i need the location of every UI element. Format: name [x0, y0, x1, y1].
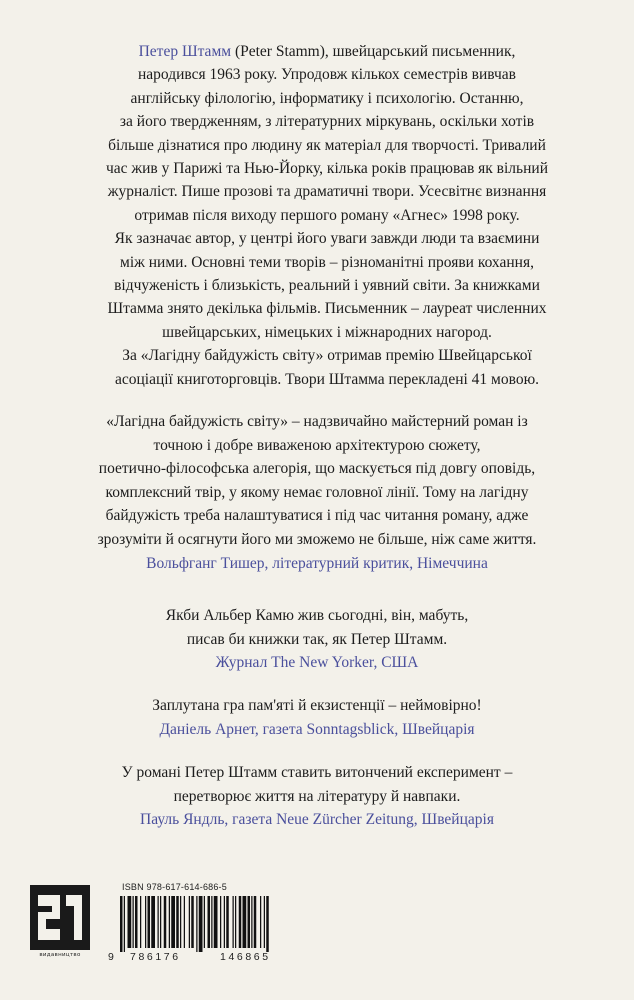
- barcode-bar: [248, 896, 251, 948]
- bio-line: англійську філологію, інформатику і психологію. Останню,: [130, 89, 524, 107]
- isbn-label: ISBN 978-617-614-686-5: [122, 882, 227, 892]
- barcode-bar: [151, 896, 155, 948]
- quote-line: поетично-філософська алегорія, що маскується під довгу оповідь,: [98, 460, 536, 478]
- review-quote-4: [30, 761, 604, 832]
- bio-line: народився 1963 року. Упродовж кількох семестрів вивчав: [137, 66, 517, 84]
- bio-line: Штамма знято декілька фільмів. Письменник – лауреат численних: [107, 300, 547, 318]
- quote-source: Журнал The New Yorker, США: [215, 654, 419, 672]
- author-name: Петер Штамм: [138, 43, 232, 60]
- barcode-bar: [160, 896, 161, 948]
- barcode-bar: [243, 896, 247, 948]
- quote-line: У романі Петер Штамм ставить витончений експеримент –: [121, 764, 513, 781]
- barcode-digit-group-2: 146865: [220, 951, 271, 963]
- bio-line: За «Лагідну байдужість світу» отримав премію Швейцарської: [122, 347, 532, 365]
- barcode-bar: [189, 896, 190, 948]
- quote-line: точною і добре виваженою архітектурою сюжету,: [153, 436, 481, 454]
- quote-line: зрозуміти й осягнути його ми зможемо не більше, ніж саме життя.: [97, 530, 537, 548]
- quote-line: «Лагідна байдужість світу» – надзвичайно майстерний роман із: [106, 413, 528, 430]
- bio-line: час жив у Парижі та Нью-Йорку, кілька років працював як вільний: [106, 160, 548, 178]
- quote-source: Даніель Арнет, газета Sonntagsblick, Швейцарія: [159, 720, 475, 738]
- barcode-bar: [180, 896, 181, 948]
- barcode-bar: [128, 896, 132, 948]
- publisher-caption: видавництво: [39, 952, 81, 958]
- barcode-bar: [226, 896, 229, 948]
- barcode-bar: [158, 896, 159, 948]
- barcode-bar: [211, 896, 212, 948]
- quote-source: Вольфганг Тишер, літературний критик, Німеччина: [146, 554, 488, 572]
- review-quote-1: [30, 410, 604, 575]
- barcode-bar: [214, 896, 218, 948]
- quote-line: Заплутана гра пам'яті й екзистенції – неймовірно!: [152, 697, 482, 714]
- quote-source: Пауль Яндль, газета Neue Zürcher Zeitung, Швейцарія: [140, 811, 494, 829]
- barcode-bar: [191, 896, 194, 948]
- barcode-bar: [124, 896, 125, 952]
- bio-line: отримав після виходу першого роману «Агнес» 1998 року.: [134, 206, 520, 224]
- barcode-bar: [176, 896, 179, 948]
- barcode-bar: [220, 896, 221, 948]
- barcode-bar: [133, 896, 134, 948]
- publisher-logo-icon: [30, 885, 90, 950]
- quote-line: Якби Альбер Камю жив сьогодні, він, мабуть,: [165, 607, 469, 624]
- bio-line: відчуженість і близькість, реальний і уявний світи. За книжками: [114, 277, 540, 295]
- barcode-bar: [135, 896, 138, 948]
- barcode-bar: [208, 896, 211, 948]
- barcode-bar: [171, 896, 175, 948]
- review-quote-3: [30, 694, 604, 741]
- barcode-bar: [264, 896, 265, 948]
- barcode-bar: [239, 896, 242, 948]
- barcode-bar: [145, 896, 146, 948]
- barcode-bar: [266, 896, 269, 952]
- barcode-digit-group-1: 786176: [130, 951, 181, 963]
- barcode-bar: [254, 896, 257, 948]
- barcode-bar: [120, 896, 123, 952]
- barcode-bar: [199, 896, 203, 952]
- bio-line: за його твердженням, з літературних міркувань, оскільки хотів: [119, 113, 535, 131]
- barcode-bar: [164, 896, 167, 948]
- barcode-bar: [196, 896, 197, 952]
- barcode-bar: [224, 896, 225, 948]
- barcode-bar: [260, 896, 261, 948]
- barcode-bar: [235, 896, 236, 948]
- author-bio: [47, 40, 607, 391]
- quote-line: комплексний твір, у якому немає головної лінії. Тому на лагідну: [105, 483, 529, 501]
- barcode-bar: [184, 896, 185, 948]
- bio-line: Петер Штамм (Peter Stamm), швейцарський письменник,: [138, 43, 516, 60]
- bio-line: Як зазначає автор, у центрі його уваги завжди люди та взаємини: [114, 230, 540, 248]
- barcode-digit-first: 9: [108, 951, 114, 963]
- barcode-bar: [148, 896, 151, 948]
- barcode-bar: [233, 896, 234, 948]
- barcode: [108, 896, 318, 952]
- quote-line: байдужість треба налаштуватися і під час читання роману, адже: [105, 507, 529, 525]
- barcode-bar: [140, 896, 141, 948]
- quote-line: писав би книжки так, як Петер Штамм.: [186, 630, 448, 648]
- barcode-digits: [108, 951, 318, 965]
- barcode-bar: [204, 896, 205, 948]
- barcode-bar: [169, 896, 170, 948]
- bio-line: асоціації книготорговців. Твори Штамма перекладені 41 мовою.: [114, 370, 540, 388]
- barcode-bar: [251, 896, 252, 948]
- bio-line: швейцарських, німецьких і міжнародних нагород.: [162, 323, 492, 341]
- bio-line: між ними. Основні теми творів – різноманітні прояви кохання,: [120, 253, 534, 271]
- quote-line: перетворює життя на літературу й навпаки.: [173, 787, 461, 805]
- review-quote-2: [30, 604, 604, 675]
- bio-line: більше дізнатися про людину як матеріал для творчості. Тривалий: [108, 136, 546, 154]
- bio-line: журналіст. Пише прозові та драматичні твори. Усесвітнє визнання: [107, 183, 547, 201]
